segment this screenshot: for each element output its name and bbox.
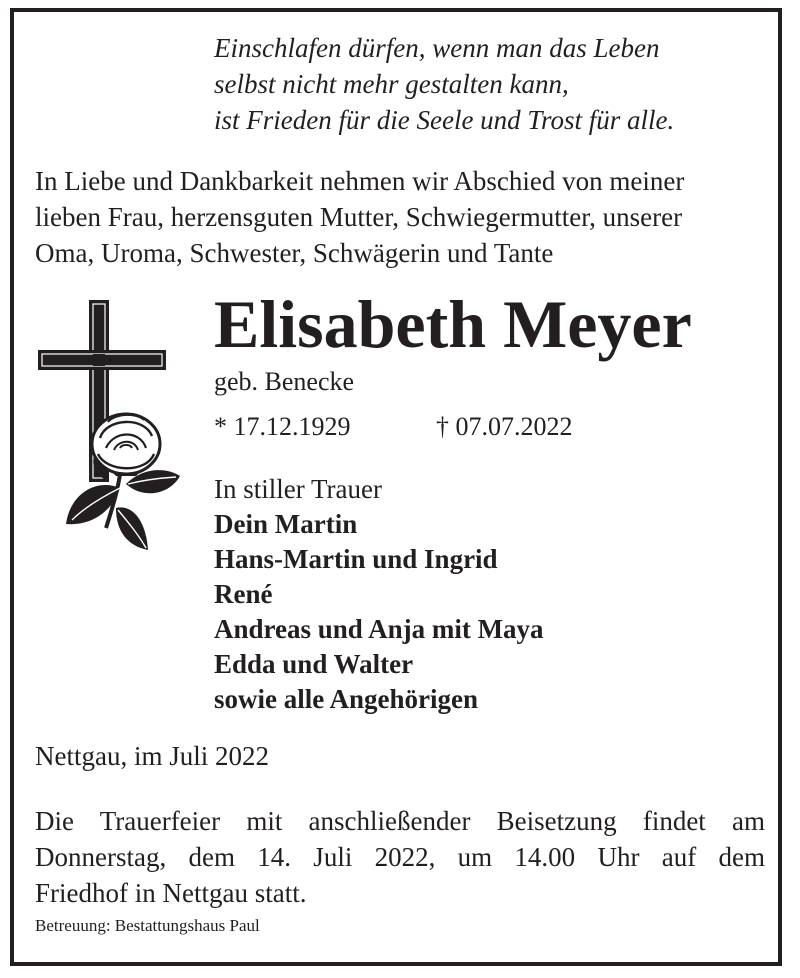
service-notice <box>35 803 765 911</box>
rose-icon <box>66 414 180 550</box>
mourner-name: Dein Martin <box>214 509 358 539</box>
poem <box>214 30 774 138</box>
place-date: Nettgau, im Juli 2022 <box>35 741 269 771</box>
mourner-name: Edda und Walter <box>214 649 414 679</box>
service-line-1: Die Trauerfeier mit anschließender Beisetzung findet am <box>35 806 765 836</box>
poem-line-1: Einschlafen dürfen, wenn man das Leben <box>214 33 660 63</box>
maiden-name: geb. Benecke <box>214 367 355 396</box>
intro-line-3: Oma, Uroma, Schwester, Schwägerin und Tante <box>35 238 554 268</box>
intro-line-1: In Liebe und Dankbarkeit nehmen wir Abschied von meiner <box>35 166 685 196</box>
intro-text <box>35 163 775 271</box>
death-date: † 07.07.2022 <box>436 412 573 441</box>
cross-icon <box>36 298 182 560</box>
mourner-name: sowie alle Angehörigen <box>214 684 478 714</box>
mourner-name: René <box>214 579 273 609</box>
deceased-name: Elisabeth Meyer <box>214 286 692 362</box>
mourner-name: Hans-Martin und Ingrid <box>214 544 498 574</box>
service-line-2: Donnerstag, dem 14. Juli 2022, um 14.00 Uhr auf dem <box>35 842 765 872</box>
poem-line-3: ist Frieden für die Seele und Trost für alle. <box>214 105 675 135</box>
intro-line-2: lieben Frau, herzensguten Mutter, Schwiegermutter, unserer <box>35 202 683 232</box>
service-line-3: Friedhof in Nettgau statt. <box>35 878 307 908</box>
mourner-name: Andreas und Anja mit Maya <box>214 614 544 644</box>
undertaker-credit: Betreuung: Bestattungshaus Paul <box>35 916 260 935</box>
birth-date: * 17.12.1929 <box>214 412 351 441</box>
poem-line-2: selbst nicht mehr gestalten kann, <box>214 69 569 99</box>
mourners-heading: In stiller Trauer <box>214 474 382 504</box>
mourners-block <box>214 472 544 717</box>
